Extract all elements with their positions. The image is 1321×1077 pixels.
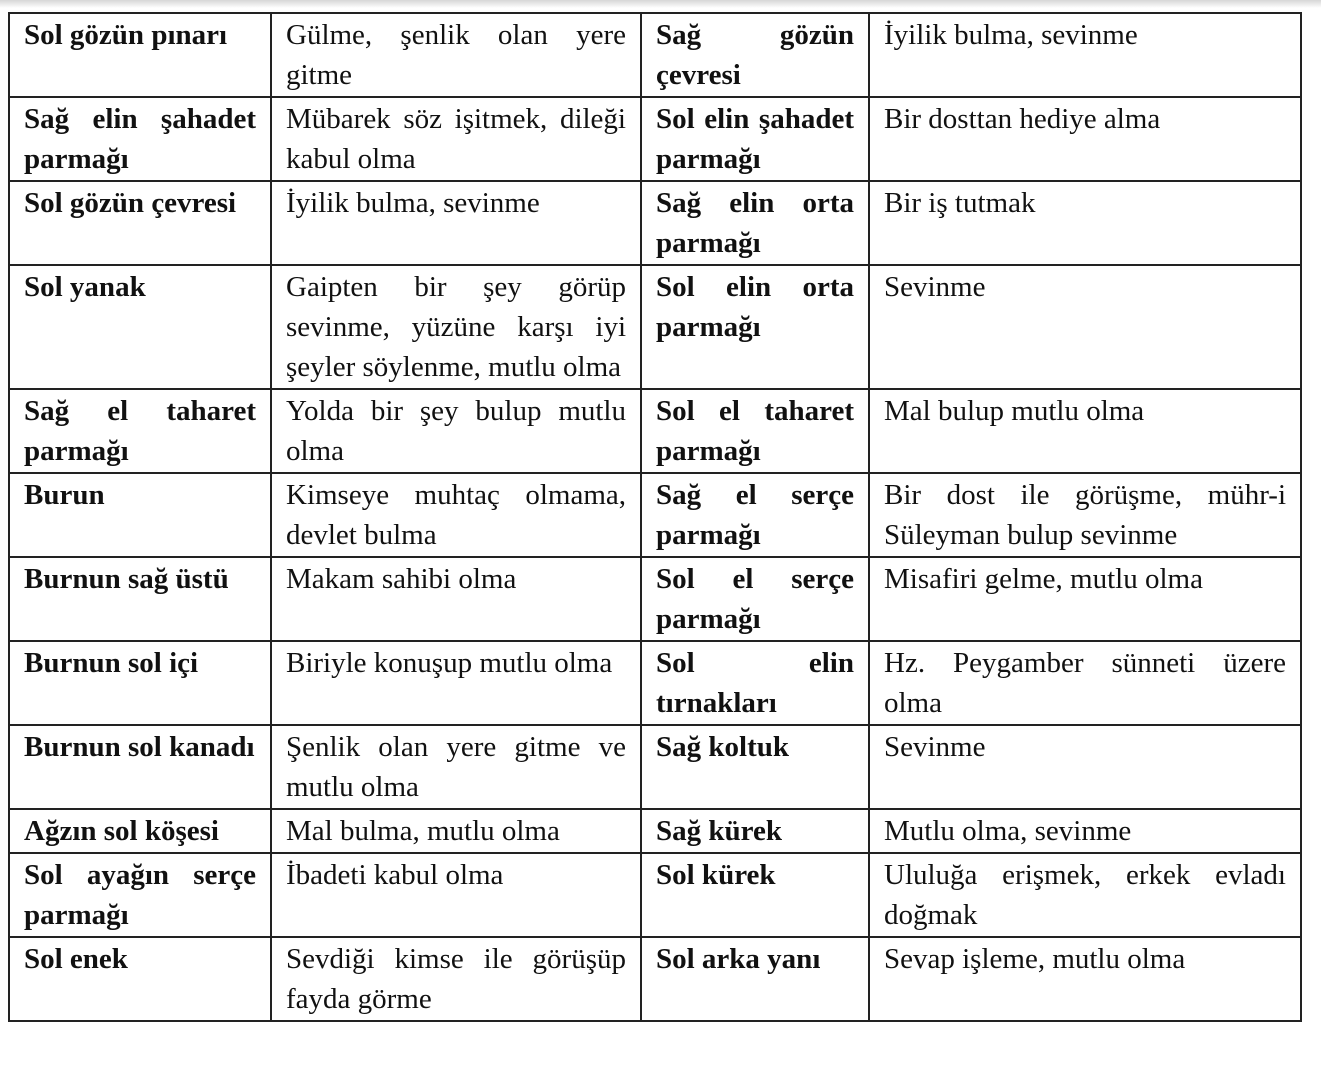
table-row [9,557,1301,641]
meaning-cell: Gülme, şenlik olan yere gitme [271,13,641,97]
body-part-cell: Sol arka yanı [641,937,869,1021]
meaning-cell: Biriyle konuşup mutlu olma [271,641,641,725]
table-row [9,97,1301,181]
body-part-cell: Sağ elin orta parmağı [641,181,869,265]
meaning-cell: İbadeti kabul olma [271,853,641,937]
meaning-cell: Mal bulma, mutlu olma [271,809,641,853]
table-row [9,389,1301,473]
meaning-cell: İyilik bulma, sevinme [271,181,641,265]
body-part-cell: Sağ elin şahadet parmağı [9,97,271,181]
meaning-cell: Şenlik olan yere gitme ve mutlu olma [271,725,641,809]
table-row [9,265,1301,389]
meaning-cell: Hz. Peygamber sünneti üzere olma [869,641,1301,725]
body-part-cell: Burun [9,473,271,557]
body-part-cell: Sağ kürek [641,809,869,853]
body-part-cell: Sol ayağın serçe parmağı [9,853,271,937]
meaning-cell: Misafiri gelme, mutlu olma [869,557,1301,641]
table-row [9,937,1301,1021]
meaning-cell: Sevap işleme, mutlu olma [869,937,1301,1021]
meaning-cell: Bir dosttan hediye alma [869,97,1301,181]
meaning-cell: Bir iş tutmak [869,181,1301,265]
body-part-cell: Sol yanak [9,265,271,389]
meaning-cell: Bir dost ile görüşme, mühr-i Süleyman bulup sevinme [869,473,1301,557]
body-part-cell: Sol kürek [641,853,869,937]
body-part-cell: Sağ koltuk [641,725,869,809]
body-part-cell: Sol elin tırnakları [641,641,869,725]
body-part-cell: Sağ el taharet parmağı [9,389,271,473]
meaning-cell: Mutlu olma, sevinme [869,809,1301,853]
meaning-cell: Ululuğa erişmek, erkek evladı doğmak [869,853,1301,937]
body-part-cell: Sol el taharet parmağı [641,389,869,473]
meaning-cell: Sevdiği kimse ile görüşüp fayda görme [271,937,641,1021]
table-row [9,473,1301,557]
table-row [9,809,1301,853]
meaning-cell: İyilik bulma, sevinme [869,13,1301,97]
body-part-cell: Burnun sağ üstü [9,557,271,641]
table-row [9,725,1301,809]
body-part-cell: Sol elin orta parmağı [641,265,869,389]
meaning-cell: Yolda bir şey bulup mutlu olma [271,389,641,473]
body-part-cell: Burnun sol içi [9,641,271,725]
body-part-cell: Sol enek [9,937,271,1021]
body-part-cell: Burnun sol kanadı [9,725,271,809]
body-part-cell: Ağzın sol köşesi [9,809,271,853]
table-row [9,13,1301,97]
body-part-cell: Sol gözün pınarı [9,13,271,97]
meaning-cell: Kimseye muhtaç olmama, devlet bulma [271,473,641,557]
body-part-cell: Sol gözün çevresi [9,181,271,265]
meaning-cell: Gaipten bir şey görüp sevinme, yüzüne karşı iyi şeyler söylenme, mutlu olma [271,265,641,389]
table-row [9,641,1301,725]
scroll-edge-shadow [0,0,1321,8]
table-row [9,181,1301,265]
meaning-cell: Mal bulup mutlu olma [869,389,1301,473]
body-part-cell: Sağ gözün çevresi [641,13,869,97]
table-row [9,853,1301,937]
body-part-cell: Sağ el serçe parmağı [641,473,869,557]
table-body [9,13,1301,1021]
meaning-cell: Sevinme [869,725,1301,809]
meaning-cell: Makam sahibi olma [271,557,641,641]
body-part-cell: Sol el serçe parmağı [641,557,869,641]
meaning-cell: Sevinme [869,265,1301,389]
body-part-meanings-table [8,12,1302,1022]
body-part-cell: Sol elin şahadet parmağı [641,97,869,181]
meaning-cell: Mübarek söz işitmek, dileği kabul olma [271,97,641,181]
